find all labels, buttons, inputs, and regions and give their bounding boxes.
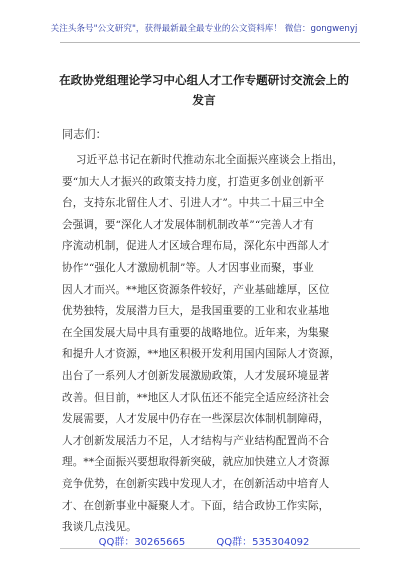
body-line: 人才创新发展活力不足，人才结构与产业结构配置尚不合 [62,434,330,447]
footer-qq-group-1: QQ群：30265665 [98,537,186,548]
body-line: 因人才而兴。**地区资源条件较好，产业基础雄厚，区位 [62,283,330,296]
title-line: 发言 [192,93,216,107]
body-line: 才、在创新事业中凝聚人才。下面，结合政协工作实际， [62,499,330,512]
body-paragraph [62,150,362,539]
body-line: 协作”“强化人才激励机制”等。人才因事业而聚，事业 [62,261,314,274]
body-line: 优势独特，发展潜力巨大，是我国重要的工业和农业基地 [62,305,330,318]
body-line: 台，支持东北留住人才、引进人才”。中共二十届三中全 [62,197,325,210]
body-line: 习近平总书记在新时代推动东北全面振兴座谈会上指出， [62,154,344,166]
body-line: 会强调，要“深化人才发展体制机制改革”“完善人才有 [62,218,314,231]
body-line: 出台了一系列人才创新发展激励政策，人才发展环境显著 [62,369,330,382]
body-line: 和提升人才资源，**地区积极开发利用国内国际人才资源， [62,348,341,361]
footer-divider [60,548,360,549]
body-line: 理。**全面振兴要想取得新突破，就应加快建立人才资源 [62,456,330,469]
footer-qq-group-2: QQ群：535304092 [216,537,310,548]
body-line: 我谈几点浅见。 [62,521,137,534]
body-line: 改善。但目前，**地区人才队伍还不能完全适应经济社会 [62,391,330,404]
body-line: 竞争优势，在创新实践中发现人才，在创新活动中培育人 [62,477,330,490]
body-line: 在全国发展大局中具有重要的战略地位。近年来，为集聚 [62,326,330,339]
document-title [0,70,408,110]
body-line: 序流动机制，促进人才区域合理布局，深化东中西部人才 [62,240,330,253]
title-line: 在政协党组理论学习中心组人才工作专题研讨交流会上的 [59,73,349,87]
header-banner: 关注头条号"公文研究"，获得最新最全最专业的公文资料库！ 微信：gongwenyj [50,24,358,34]
footer-contact [0,533,408,548]
salutation: 同志们： [62,128,107,141]
header-divider [60,42,360,43]
body-line: 发展需要，人才发展中仍存在一些深层次体制机制障碍， [62,413,330,426]
body-line: 要“加大人才振兴的政策支持力度，打造更多创业创新平 [62,175,325,188]
